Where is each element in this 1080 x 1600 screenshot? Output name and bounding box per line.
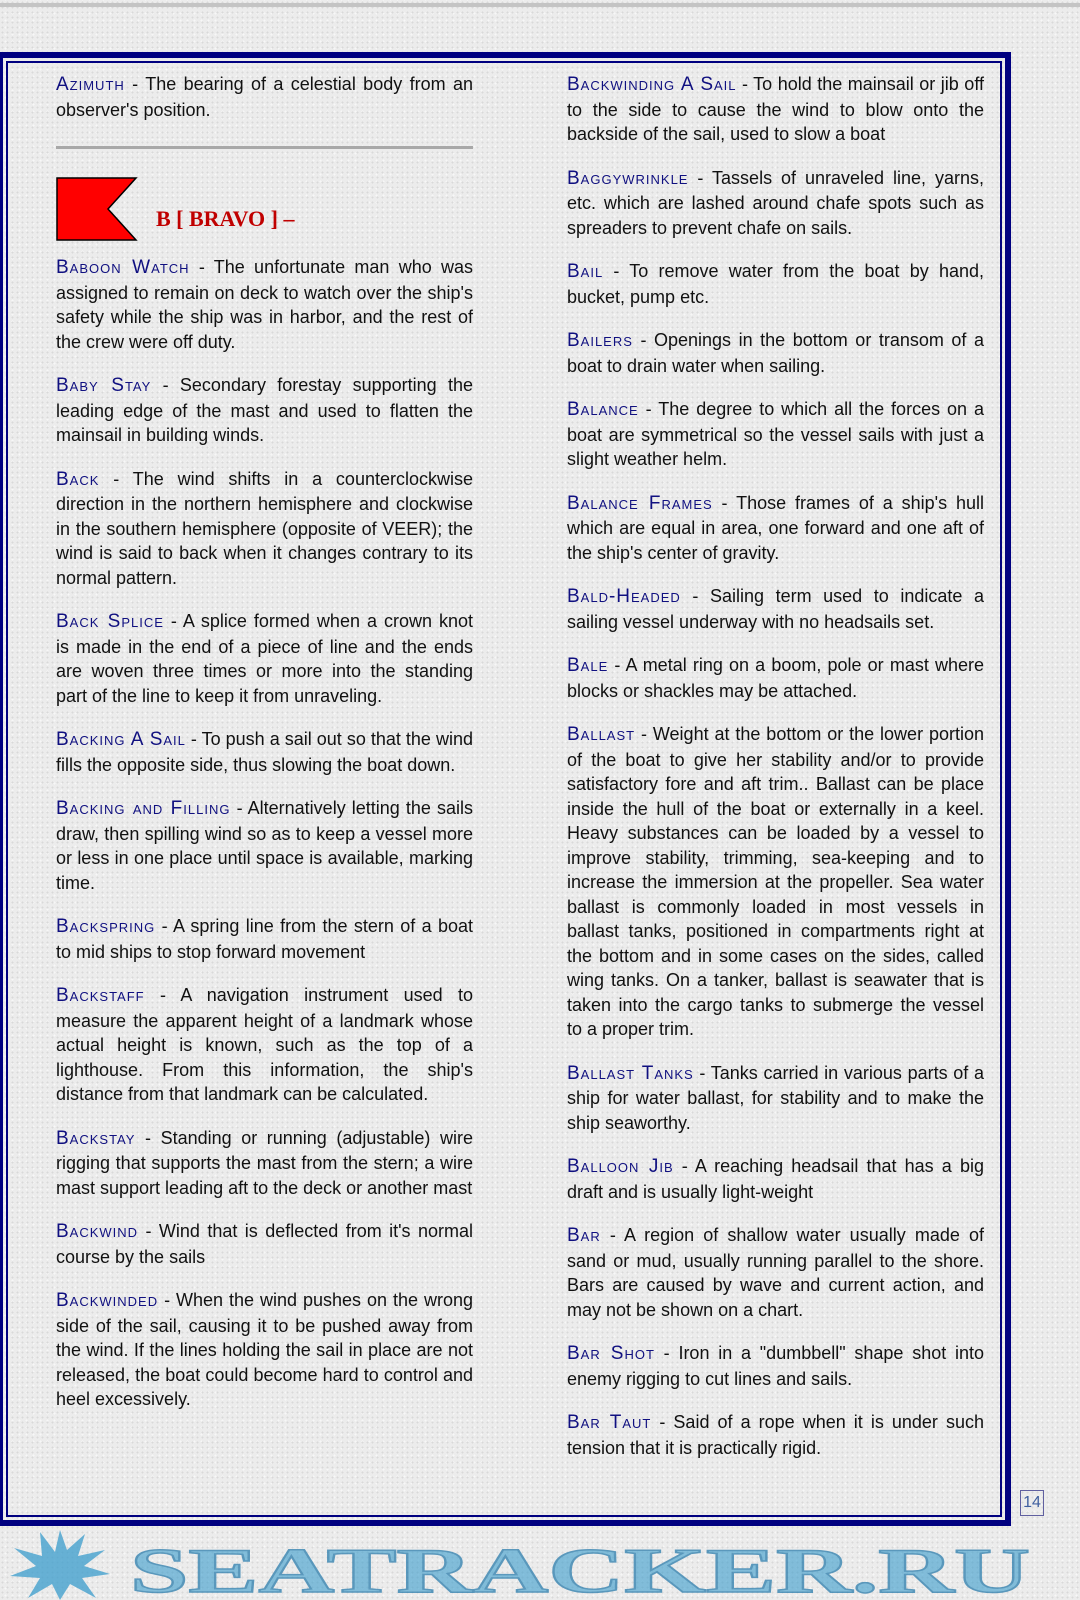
glossary-entry: [56, 796, 473, 895]
entry-term: Backwind: [56, 1221, 139, 1242]
entry-term: Balloon Jib: [567, 1156, 674, 1177]
entry-term: Ballast: [567, 724, 636, 745]
glossary-entry: [567, 166, 984, 241]
sunburst-icon: [10, 1530, 110, 1600]
entry-definition: - To push a sail out so that the wind fills the opposite side, thus slowing the boat down.: [56, 729, 473, 775]
glossary-entry: [567, 722, 984, 1042]
watermark-text: SEATRACKER.RU: [130, 1535, 1030, 1600]
entry-term: Backstaff: [56, 985, 145, 1006]
entry-definition: - The bearing of a celestial body from an observer's position.: [56, 74, 473, 120]
entry-definition: - The unfortunate man who was assigned to remain on deck to watch over the ship's safety while the ship was in harbor, and the rest of the crew were off duty.: [56, 257, 474, 352]
entry-term: Balance: [567, 399, 639, 420]
entry-definition: - Weight at the bottom or the lower portion of the boat to give her stability and/or to provide satisfactory fore and aft trim.. Ballast can be place inside the hull of the boat or externally in a keel. Heavy substances can be loaded by a vessel to improve stability, trimming, sea-keeping and to increase the immersion at the propeller. Sea water ballast is commonly loaded in most vessels in ballast tanks, positioned in compartments right at the bottom and in some cases on the sides, called wing tanks. On a tanker, ballast is seawater that is taken into the cargo tanks to submerge the vessel to a proper trim.: [567, 724, 984, 1039]
glossary-entry: [567, 1410, 984, 1460]
glossary-entry: [56, 373, 473, 448]
glossary-entry: [567, 259, 984, 309]
bravo-flag-icon: [56, 177, 138, 241]
page-number: 14: [1020, 1490, 1044, 1516]
entry-term: Baby Stay: [56, 375, 152, 396]
entry-definition: - Tanks carried in various parts of a ship for water ballast, for stability and to make the ship seaworthy.: [567, 1062, 984, 1133]
entry-term: Baboon Watch: [56, 257, 190, 278]
entry-definition: - The wind shifts in a counterclockwise direction in the northern hemisphere and clockwise in the southern hemisphere (opposite of VEER); the wind is said to back when it changes contrary to its normal pattern.: [56, 468, 473, 588]
glossary-entry: [567, 328, 984, 378]
entry-definition: - Wind that is deflected from it's normal course by the sails: [56, 1221, 473, 1267]
glossary-entry: [567, 1061, 984, 1136]
entry-definition: - Standing or running (adjustable) wire rigging that supports the mast from the stern; a wire mast support leading aft to the deck or another mast: [56, 1127, 473, 1198]
entry-term: Bar: [567, 1225, 601, 1246]
section-header: [56, 177, 473, 241]
entry-term: Bail: [567, 261, 604, 282]
glossary-entry: [567, 1341, 984, 1391]
entry-definition: - A splice formed when a crown knot is made in the end of a piece of line and the ends are woven three times or more into the standing part of the line to keep it from unraveling.: [56, 611, 473, 706]
glossary-entry: [56, 727, 473, 777]
right-column: [567, 72, 984, 1479]
entry-definition: - A navigation instrument used to measure the apparent height of a landmark whose actual height is known, such as the top of a lighthouse. From this information, the ship's distance from that landmark can be calculated.: [56, 985, 473, 1104]
glossary-entry: [56, 1126, 473, 1201]
entry-term: Back: [56, 468, 100, 490]
glossary-entry: [567, 1154, 984, 1204]
entry-definition: - Tassels of unraveled line, yarns, etc. which are lashed around chafe spots such as spreaders to prevent chafe on sails.: [567, 167, 984, 238]
entry-term: Baggywrinkle: [567, 167, 689, 189]
section-title: B [ BRAVO ] –: [156, 205, 295, 231]
glossary-entry: [56, 1219, 473, 1269]
glossary-entry: [56, 467, 473, 591]
entry-definition: - Those frames of a ship's hull which are equal in area, one forward and one aft of the ship's center of gravity.: [567, 492, 984, 563]
glossary-entry: [567, 1223, 984, 1322]
entry-term: Backing A Sail: [56, 729, 186, 750]
top-rule: [0, 3, 1080, 7]
entry-definition: - Said of a rope when it is under such tension that it is practically rigid.: [567, 1412, 984, 1458]
glossary-entry: [567, 72, 984, 147]
entry-definition: - To hold the mainsail or jib off to the side to cause the wind to blow onto the backside of the sail, used to slow a boat: [567, 74, 984, 144]
entry-term: Backstay: [56, 1127, 136, 1149]
glossary-entry: [567, 653, 984, 703]
entry-definition: - When the wind pushes on the wrong side of the sail, causing it to be pushed away from the wind. If the lines holding the sail in place are not released, the boat could become hard to control and heel excessively.: [56, 1290, 473, 1409]
glossary-entry: [56, 255, 473, 354]
entry-term: Bald-Headed: [567, 586, 681, 607]
entry-definition: - To remove water from the boat by hand, bucket, pump etc.: [567, 261, 984, 307]
entry-term: Bale: [567, 655, 609, 676]
entry-term: Bar Shot: [567, 1343, 655, 1364]
entry-definition: - Sailing term used to indicate a sailing vessel underway with no headsails set.: [567, 586, 984, 632]
entry-term: Bar Taut: [567, 1412, 652, 1433]
glossary-entry: [56, 609, 473, 708]
entry-definition: - Openings in the bottom or transom of a boat to drain water when sailing.: [567, 330, 984, 376]
entry-term: Balance Frames: [567, 492, 713, 514]
glossary-entry: [56, 1288, 473, 1412]
entry-term: Bailers: [567, 330, 633, 351]
entry-term: Backwinding A Sail: [567, 74, 737, 95]
glossary-entry: [56, 72, 473, 122]
glossary-entry: [567, 584, 984, 634]
section-divider: [56, 146, 473, 149]
watermark-logo: [0, 1528, 1080, 1600]
entry-definition: - Secondary forestay supporting the leading edge of the mast and used to flatten the mainsail in building winds.: [56, 375, 473, 445]
entry-term: Backing and Filling: [56, 798, 231, 819]
entry-definition: - A reaching headsail that has a big draft and is usually light-weight: [567, 1156, 984, 1202]
entry-term: Backspring: [56, 916, 156, 937]
entry-term: Azimuth: [56, 74, 125, 95]
entry-term: Backwinded: [56, 1290, 159, 1311]
entry-definition: - A spring line from the stern of a boat to mid ships to stop forward movement: [56, 916, 473, 962]
left-column: [56, 72, 473, 1431]
entry-term: Ballast Tanks: [567, 1062, 694, 1084]
entry-definition: - A metal ring on a boom, pole or mast where blocks or shackles may be attached.: [567, 655, 984, 701]
entry-definition: - A region of shallow water usually made of sand or mud, usually running parallel to the shore. Bars are caused by wave and current action, and may not be shown on a chart.: [567, 1225, 984, 1320]
glossary-entry: [56, 914, 473, 964]
entry-definition: - Iron in a "dumbbell" shape shot into enemy rigging to cut lines and sails.: [567, 1343, 985, 1389]
entry-definition: - Alternatively letting the sails draw, then spilling wind so as to keep a vessel more or less in one place until space is available, marking time.: [56, 798, 473, 893]
glossary-entry: [567, 491, 984, 566]
entry-term: Back Splice: [56, 611, 164, 632]
entry-definition: - The degree to which all the forces on a boat are symmetrical so the vessel sails with just a slight weather helm.: [567, 399, 984, 469]
glossary-entry: [567, 397, 984, 472]
glossary-entry: [56, 983, 473, 1107]
